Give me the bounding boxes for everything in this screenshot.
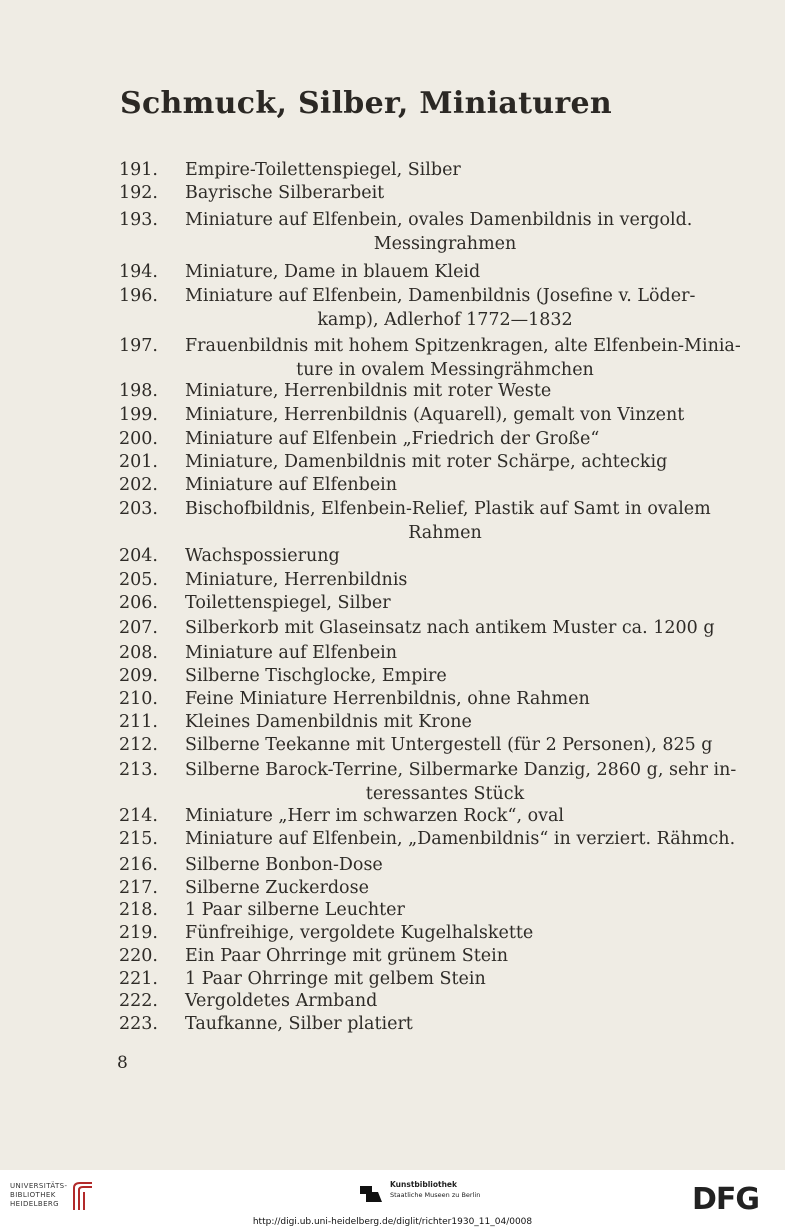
library-logo-icon [70, 1180, 96, 1212]
item-description: Miniature „Herr im schwarzen Rock“, oval [185, 806, 565, 826]
item-number: 201. [119, 452, 158, 472]
source-url[interactable]: http://digi.ub.uni-heidelberg.de/diglit/richter1930_11_04/0008 [252, 1217, 533, 1227]
item-number: 218. [119, 900, 158, 920]
library-line: UNIVERSITÄTS- [10, 1182, 68, 1190]
item-description: Miniature auf Elfenbein, „Damenbildnis“ in verziert. Rähmch. [185, 829, 736, 849]
item-description: Bischofbildnis, Elfenbein-Relief, Plastik auf Samt in ovalem [185, 499, 711, 519]
item-number: 220. [119, 946, 158, 966]
item-description: Miniature, Herrenbildnis (Aquarell), gemalt von Vinzent [185, 405, 685, 425]
item-number: 202. [119, 475, 158, 495]
library-name [10, 1182, 72, 1209]
item-number: 192. [119, 183, 158, 203]
item-description: Miniature auf Elfenbein, Damenbildnis (Josefine v. Löder- [185, 286, 696, 306]
item-number: 198. [119, 381, 158, 401]
library-line: BIBLIOTHEK [10, 1191, 56, 1199]
item-number: 223. [119, 1014, 158, 1034]
item-number: 200. [119, 429, 158, 449]
dfg-logo: DFG [692, 1182, 760, 1217]
item-number: 207. [119, 618, 158, 638]
item-number: 221. [119, 969, 158, 989]
item-description-continuation: Rahmen [408, 523, 482, 543]
item-number: 196. [119, 286, 158, 306]
item-description: Silberne Zuckerdose [185, 878, 369, 898]
item-description-continuation: ture in ovalem Messingrähmchen [296, 360, 594, 380]
item-description: Bayrische Silberarbeit [185, 183, 385, 203]
item-description: Miniature auf Elfenbein, ovales Damenbildnis in vergold. [185, 210, 693, 230]
item-number: 217. [119, 878, 158, 898]
item-description: Miniature auf Elfenbein [185, 475, 398, 495]
item-description: Silberne Bonbon-Dose [185, 855, 383, 875]
item-description: Fünfreihige, vergoldete Kugelhalskette [185, 923, 534, 943]
item-description: Silberne Teekanne mit Untergestell (für 2 Personen), 825 g [185, 735, 713, 755]
item-number: 197. [119, 336, 158, 356]
page-heading: Schmuck, Silber, Miniaturen [120, 86, 612, 121]
item-description: Silberkorb mit Glaseinsatz nach antikem Muster ca. 1200 g [185, 618, 715, 638]
item-number: 211. [119, 712, 158, 732]
item-description: Kleines Damenbildnis mit Krone [185, 712, 472, 732]
item-number: 215. [119, 829, 158, 849]
item-number: 194. [119, 262, 158, 282]
item-description: 1 Paar silberne Leuchter [185, 900, 405, 920]
item-description: Feine Miniature Herrenbildnis, ohne Rahmen [185, 689, 590, 709]
item-description: Toilettenspiegel, Silber [185, 593, 391, 613]
item-description: Frauenbildnis mit hohem Spitzenkragen, alte Elfenbein-Minia- [185, 336, 741, 356]
item-description: Miniature, Dame in blauem Kleid [185, 262, 481, 282]
item-number: 213. [119, 760, 158, 780]
item-number: 210. [119, 689, 158, 709]
item-description-continuation: Messingrahmen [373, 234, 517, 254]
item-description: Taufkanne, Silber platiert [185, 1014, 413, 1034]
kunstbibliothek-subtitle: Staatliche Museen zu Berlin [390, 1191, 481, 1199]
item-number: 203. [119, 499, 158, 519]
item-number: 199. [119, 405, 158, 425]
item-description: Miniature, Herrenbildnis mit roter Weste [185, 381, 552, 401]
item-description: Ein Paar Ohrringe mit grünem Stein [185, 946, 508, 966]
item-description: Empire-Toilettenspiegel, Silber [185, 160, 461, 180]
item-description: 1 Paar Ohrringe mit gelbem Stein [185, 969, 486, 989]
item-description-continuation: kamp), Adlerhof 1772—1832 [317, 310, 573, 330]
item-description: Miniature auf Elfenbein [185, 643, 398, 663]
item-number: 214. [119, 806, 158, 826]
kunstbibliothek-label [390, 1180, 480, 1200]
item-number: 216. [119, 855, 158, 875]
library-line: HEIDELBERG [10, 1200, 59, 1208]
item-description: Miniature, Herrenbildnis [185, 570, 408, 590]
item-number: 209. [119, 666, 158, 686]
item-number: 206. [119, 593, 158, 613]
item-number: 222. [119, 991, 158, 1011]
item-description: Wachspossierung [185, 546, 340, 566]
item-number: 191. [119, 160, 158, 180]
item-description: Silberne Barock-Terrine, Silbermarke Danzig, 2860 g, sehr in- [185, 760, 737, 780]
item-number: 205. [119, 570, 158, 590]
item-description: Vergoldetes Armband [185, 991, 378, 1011]
item-description: Miniature auf Elfenbein „Friedrich der Große“ [185, 429, 600, 449]
item-description: Silberne Tischglocke, Empire [185, 666, 447, 686]
kunstbibliothek-title: Kunstbibliothek [390, 1180, 458, 1189]
item-description-continuation: teressantes Stück [365, 784, 525, 804]
page-number: 8 [117, 1053, 128, 1073]
item-number: 212. [119, 735, 158, 755]
item-number: 204. [119, 546, 158, 566]
item-description: Miniature, Damenbildnis mit roter Schärpe, achteckig [185, 452, 668, 472]
item-number: 219. [119, 923, 158, 943]
kunstbibliothek-logo-icon [358, 1182, 384, 1206]
item-number: 208. [119, 643, 158, 663]
item-number: 193. [119, 210, 158, 230]
